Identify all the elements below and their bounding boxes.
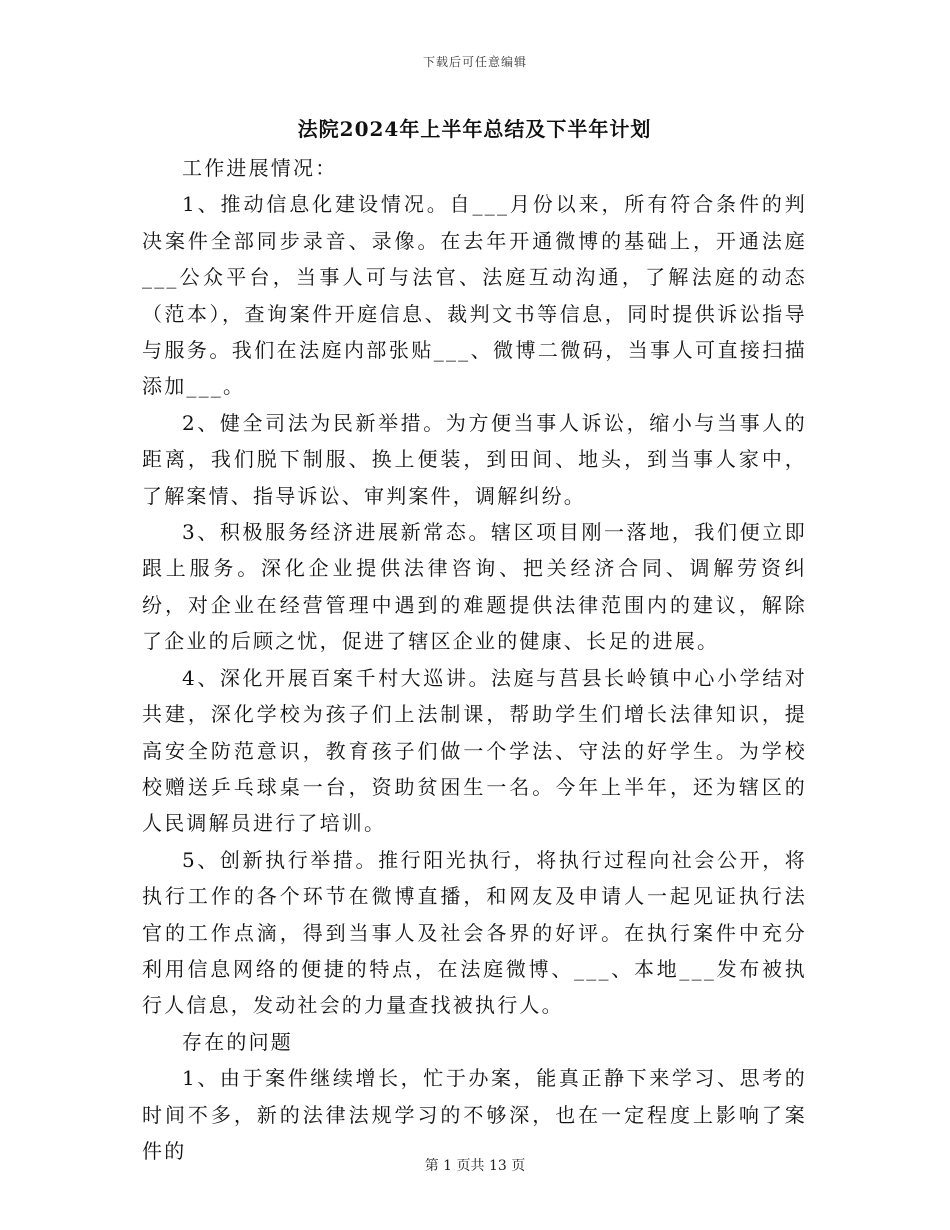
page-number: 第 1 页共 13 页 [424, 1158, 526, 1174]
paragraph-informatization: 1、推动信息化建设情况。自___月份以来，所有符合条件的判决案件全部同步录音、录像。在去年开通微博的基础上，开通法庭___公众平台，当事人可与法官、法庭互动沟通，了解法庭的动态（范本），查询案件开庭信息、裁判文书等信息，同时提供诉讼指导与服务。我们在法庭内部张贴___、微博二微码，当事人可直接扫描添加___。 [142, 192, 807, 399]
document-title: 法院2024年上半年总结及下半年计划 [297, 117, 652, 141]
paragraph-execution-innovation: 5、创新执行举措。推行阳光执行，将执行过程向社会公开，将执行工作的各个环节在微博直播，和网友及申请人一起见证执行法官的工作点滴，得到当事人及社会各界的好评。在执行案件中充分利用信息网络的便捷的特点，在法庭微博、___、本地___发布被执行人信息，发动社会的力量查找被执行人。 [142, 847, 807, 1018]
section-heading-progress: 工作进展情况： [182, 156, 338, 180]
paragraph-lecture-tour: 4、深化开展百案千村大巡讲。法庭与莒县长岭镇中心小学结对共建，深化学校为孩子们上法制课，帮助学生们增长法律知识，提高安全防范意识，教育孩子们做一个学法、守法的好学生。为学校校赠送乒乓球桌一台，资助贫困生一名。今年上半年，还为辖区的人民调解员进行了培训。 [142, 665, 807, 836]
header-note: 下载后可任意编辑 [422, 55, 527, 69]
paragraph-problem-1: 1、由于案件继续增长，忙于办案，能真正静下来学习、思考的时间不多，新的法律法规学习的不够深，也在一定程度上影响了案件的 [142, 1066, 807, 1163]
paragraph-judicial-service: 2、健全司法为民新举措。为方便当事人诉讼，缩小与当事人的距离，我们脱下制服、换上便装，到田间、地头，到当事人家中，了解案情、指导诉讼、审判案件，调解纠纷。 [142, 410, 807, 508]
document-body [142, 110, 807, 1169]
paragraph-economic-service: 3、积极服务经济进展新常态。辖区项目刚一落地，我们便立即跟上服务。深化企业提供法律咨询、把关经济合同、调解劳资纠纷，对企业在经营管理中遇到的难题提供法律范围内的建议，解除了企业的后顾之忧，促进了辖区企业的健康、长足的进展。 [142, 520, 807, 654]
section-heading-problems: 存在的问题 [182, 1029, 293, 1054]
